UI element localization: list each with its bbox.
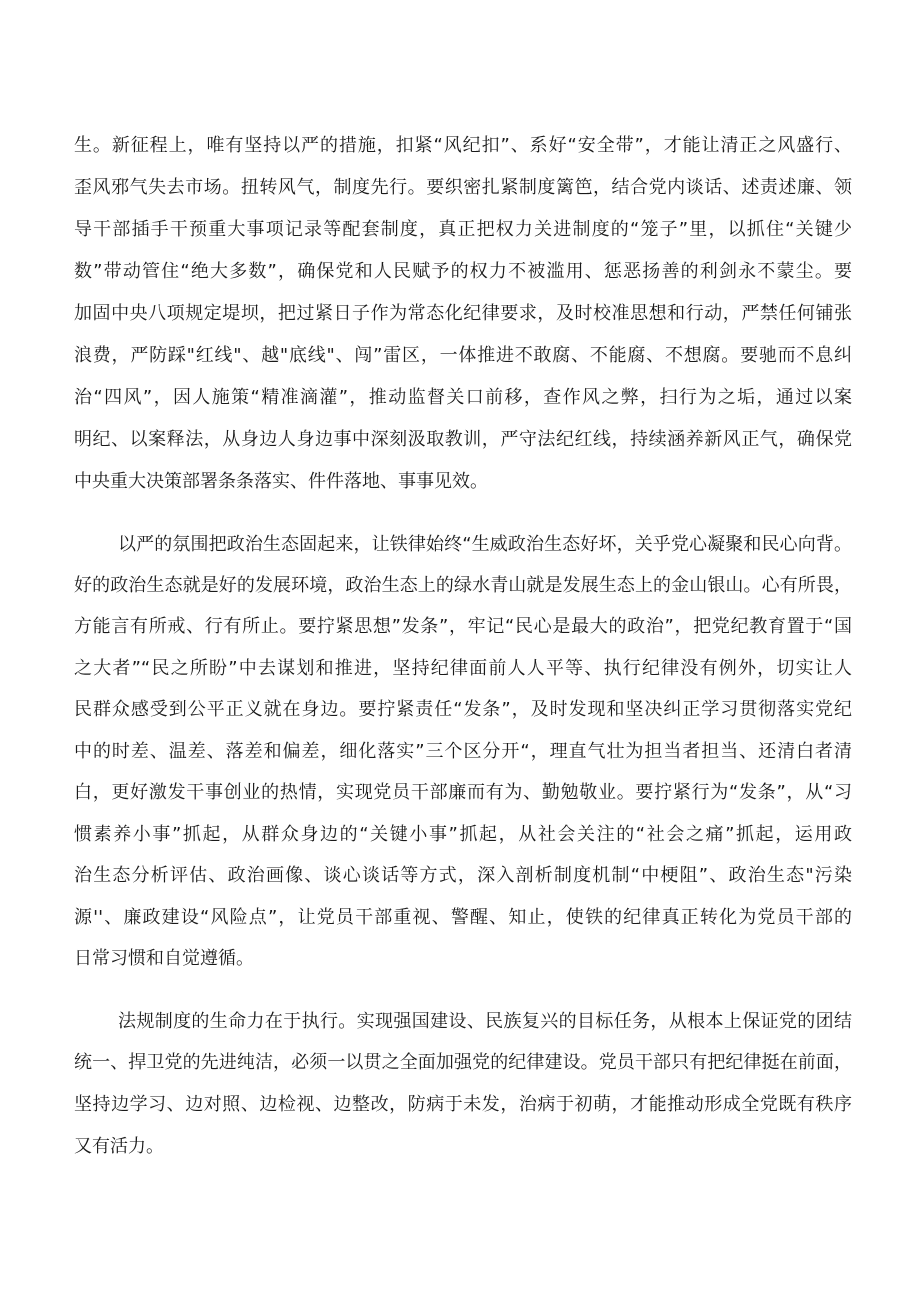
paragraph-1-line-8: 明纪、以案释法，从身边人身边事中深刻汲取教训，严守法纪红线，持续涵养新风正气，确保党 xyxy=(74,429,852,450)
paragraph-2-line-2: 好的政治生态就是好的发展环境，政治生态上的绿水青山就是发展生态上的金山银山。心有所畏， xyxy=(74,575,852,596)
paragraph-2-line-11: 日常习惯和自觉遵循。 xyxy=(74,948,254,969)
paragraph-2-line-4: 之大者”“民之所盼”中去谋划和推进，坚持纪律面前人人平等、执行纪律没有例外，切实让人 xyxy=(74,658,852,679)
paragraph-3-line-3: 坚持边学习、边对照、边检视、边整改，防病于未发，治病于初萌，才能推动形成全党既有秩序 xyxy=(74,1094,852,1115)
paragraph-2-line-1: 以严的氛围把政治生态固起来，让铁律始终“生威政治生态好坏，关乎党心凝聚和民心向背。 xyxy=(118,534,852,555)
paragraph-2-line-5: 民群众感受到公平正义就在身边。要拧紧责任“发条”，及时发现和坚决纠正学习贯彻落实党纪 xyxy=(74,699,852,720)
paragraph-1-line-2: 歪风邪气失去市场。扭转风气，制度先行。要织密扎紧制度篱笆，结合党内谈话、述责述廉、领 xyxy=(74,177,852,198)
paragraph-1-line-7: 治“四风”，因人施策“精准滴灌”，推动监督关口前移，查作风之弊，扫行为之垢，通过以案 xyxy=(74,387,852,408)
paragraph-2-line-10: 源''、廉政建设“风险点”，让党员干部重视、警醒、知止，使铁的纪律真正转化为党员干部的 xyxy=(74,907,852,928)
paragraph-3-line-2: 统一、捍卫党的先进纯洁，必须一以贯之全面加强党的纪律建设。党员干部只有把纪律挺在前面， xyxy=(74,1052,852,1073)
paragraph-1-line-5: 加固中央八项规定堤坝，把过紧日子作为常态化纪律要求，及时校准思想和行动，严禁任何铺张 xyxy=(74,303,852,324)
paragraph-1-line-4: 数”带动管住“绝大多数”，确保党和人民赋予的权力不被滥用、惩恶扬善的利剑永不蒙尘。要 xyxy=(74,261,852,282)
paragraph-3-line-4: 又有活力。 xyxy=(74,1136,164,1157)
paragraph-2-line-7: 白，更好激发干事创业的热情，实现党员干部廉而有为、勤勉敬业。要拧紧行为“发条”，从“习 xyxy=(74,782,852,803)
paragraph-1-line-3: 导干部插手干预重大事项记录等配套制度，真正把权力关进制度的“笼子”里，以抓住“关键少 xyxy=(74,219,852,240)
paragraph-2-line-8: 惯素养小事”抓起，从群众身边的“关键小事”抓起，从社会关注的“社会之痛”抓起，运用政 xyxy=(74,824,852,845)
paragraph-1-line-1: 生。新征程上，唯有坚持以严的措施，扣紧“风纪扣”、系好“安全带”，才能让清正之风盛行、 xyxy=(74,135,852,156)
paragraph-2-line-3: 方能言有所戒、行有所止。要拧紧思想”发条”，牢记“民心是最大的政治”，把党纪教育置于“国 xyxy=(74,616,852,637)
paragraph-3-line-1: 法规制度的生命力在于执行。实现强国建设、民族复兴的目标任务，从根本上保证党的团结 xyxy=(118,1011,852,1032)
paragraph-2-line-6: 中的时差、温差、落差和偏差，细化落实”三个区分开“，理直气壮为担当者担当、还清白者清 xyxy=(74,741,852,762)
paragraph-1-line-9: 中央重大决策部署条条落实、件件落地、事事见效。 xyxy=(74,471,488,492)
paragraph-1-line-6: 浪费，严防踩"红线"、越"底线"、闯”雷区，一体推进不敢腐、不能腐、不想腐。要驰而不息纠 xyxy=(74,345,852,366)
paragraph-2-line-9: 治生态分析评估、政治画像、谈心谈话等方式，深入剖析制度机制“中梗阻”、政治生态"污染 xyxy=(74,865,852,886)
